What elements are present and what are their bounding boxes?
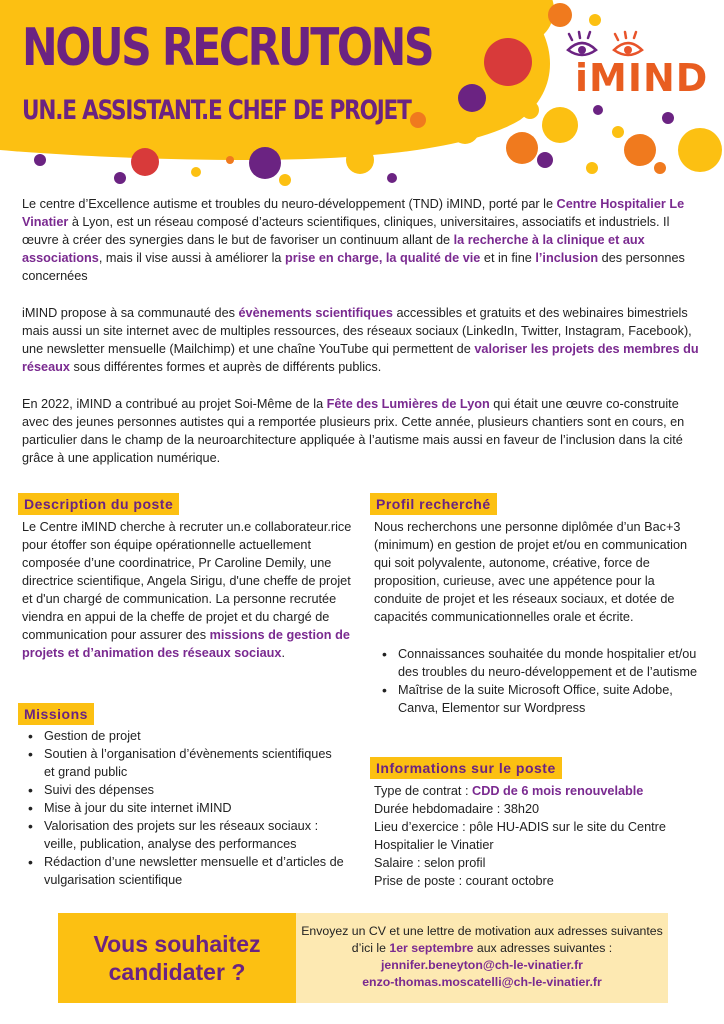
cta-heading: Vous souhaitez candidater ? [93,931,261,985]
highlight-text: valoriser les projets des membres du réseaux [22,342,699,374]
profil-body: Nous recherchons une personne diplômée d’un Bac+3 (minimum) en gestion de projet et/ou en communication qui soit polyvalente, autonome, créative, force de proposition, curieuse, avec une appétence pour la conduite de projet et les réseaux sociaux, et dotée de capacités communicationnelles orale et écrite. [374,520,688,624]
dot [593,105,603,115]
dot [191,167,201,177]
list-item: • Suivi des dépenses [22,781,344,799]
dot [662,112,674,124]
dot [249,147,281,179]
highlight-text: évènements scientifiques [238,306,393,320]
dot [548,3,572,27]
email-link-2[interactable]: enzo-thomas.moscatelli@ch-le-vinatier.fr [362,975,602,989]
dot [451,116,479,144]
salaire-line: Salaire : selon profil [374,856,486,870]
dot [678,128,722,172]
highlight-text: l’inclusion [535,251,599,265]
dot [654,162,666,174]
list-item: • Gestion de projet [22,727,344,745]
cta-info-box [296,913,668,1003]
list-item: • Maîtrise de la suite Microsoft Office, suite Adobe, Canva, Elementor sur Wordpress [376,681,704,717]
duree-line: Durée hebdomadaire : 38h20 [374,802,540,816]
lieu-line: Lieu d’exercice : pôle HU-ADIS sur le site du Centre Hospitalier le Vinatier [374,820,666,852]
dot [387,173,397,183]
dot [506,132,538,164]
dot [34,154,46,166]
list-item: • Soutien à l’organisation d’évènements scientifiques et grand public [22,745,344,781]
infos-title: Informations sur le poste [370,757,562,779]
missions-list [22,727,344,889]
dot [589,14,601,26]
logo: iMIND [575,56,709,100]
dot [624,134,656,166]
dot [226,156,234,164]
list-item: • Rédaction d’une newsletter mensuelle et d’articles de vulgarisation scientifique [22,853,344,889]
intro-paragraph-1: Le centre d’Excellence autisme et troubles du neuro-développement (TND) iMIND, porté par le Centre Hospitalier Le Vinatier à Lyon, est un réseau composé d’acteurs scientifiques, cliniques, universitaires, associatifs et industriels. Il œuvre à créer des synergies dans le but de favoriser un continuum allant de la recherche à la clinique et aux associations, mais il vise aussi à améliorer la prise en charge, la qualité de vie et in fine l’inclusion des personnes concernées [22,197,685,283]
cta-instructions: Envoyez un CV et une lettre de motivation aux adresses suivantes d’ici le 1er septembre aux adresses suivantes : [301,924,663,955]
dot [131,148,159,176]
intro-paragraph-3: En 2022, iMIND a contribué au projet Soi-Même de la Fête des Lumières de Lyon qui était une œuvre co-construite avec des jeunes personnes autistes qui a remportée plusieurs prix. Cette année, plusieurs chantiers sont en cours, en particulier dans le champ de la neuroarchitecture appliquée à l’autisme mais aussi en faveur de l’inclusion dans la cité grâce à une application numérique. [22,397,685,465]
email-link-1[interactable]: jennifer.beneyton@ch-le-vinatier.fr [381,958,583,972]
dot [346,146,374,174]
highlight-text: prise en charge, la qualité de vie [285,251,481,265]
highlight-text: la recherche à la clinique et aux associations [22,233,645,265]
dot [542,107,578,143]
profil-list [376,645,704,717]
dot [410,112,426,128]
dot [586,162,598,174]
page-subtitle: UN.E ASSISTANT.E CHEF DE PROJET [22,95,411,126]
dot [484,38,532,86]
dot [521,101,539,119]
dot [612,126,624,138]
infos-block [374,782,704,890]
dot [279,174,291,186]
missions-title: Missions [18,703,94,725]
highlight-text: missions de gestion de projets et d’animation des réseaux sociaux [22,628,350,660]
list-item: • Mise à jour du site internet iMIND [22,799,344,817]
intro-paragraph-2: iMIND propose à sa communauté des évènements scientifiques accessibles et gratuits et des webinaires bimestriels mais aussi un site internet avec de multiples ressources, des réseaux sociaux (LinkedIn, Twitter, Instagram, Facebook), une newsletter mensuelle (Mailchimp) et une chaîne YouTube qui permettent de valoriser les projets des membres du réseaux sous différentes formes et auprès de différents publics. [22,306,699,374]
cta-heading-box [58,913,296,1003]
highlight-text: Fête des Lumières de Lyon [326,397,490,411]
contrat-value: CDD de 6 mois renouvelable [472,784,644,798]
dot [537,152,553,168]
highlight-text: Centre Hospitalier Le Vinatier [22,197,685,229]
contrat-line: Type de contrat : CDD de 6 mois renouvelable [374,784,644,798]
dot [114,172,126,184]
list-item: • Connaissances souhaitée du monde hospitalier et/ou des troubles du neuro-développement et de l’autisme [376,645,704,681]
description-title: Description du poste [18,493,179,515]
prise-line: Prise de poste : courant octobre [374,874,554,888]
cta-date: 1er septembre [389,941,474,955]
description-body: Le Centre iMIND cherche à recruter un.e collaborateur.rice pour étoffer son équipe opérationnelle actuellement composée d’une coordinatrice, Pr Caroline Demily, une directrice scientifique, Angela Sirigu, d'une cheffe de projet et d'un chargé de communication. La personne recrutée viendra en appui de la cheffe de projet et du chargé de communication pour assurer des missions de gestion de projets et d’animation des réseaux sociaux. [22,520,352,660]
dot [458,84,486,112]
page-title: NOUS RECRUTONS [22,18,433,78]
list-item: • Valorisation des projets sur les réseaux sociaux : veille, publication, analyse des performances [22,817,344,853]
profil-title: Profil recherché [370,493,497,515]
